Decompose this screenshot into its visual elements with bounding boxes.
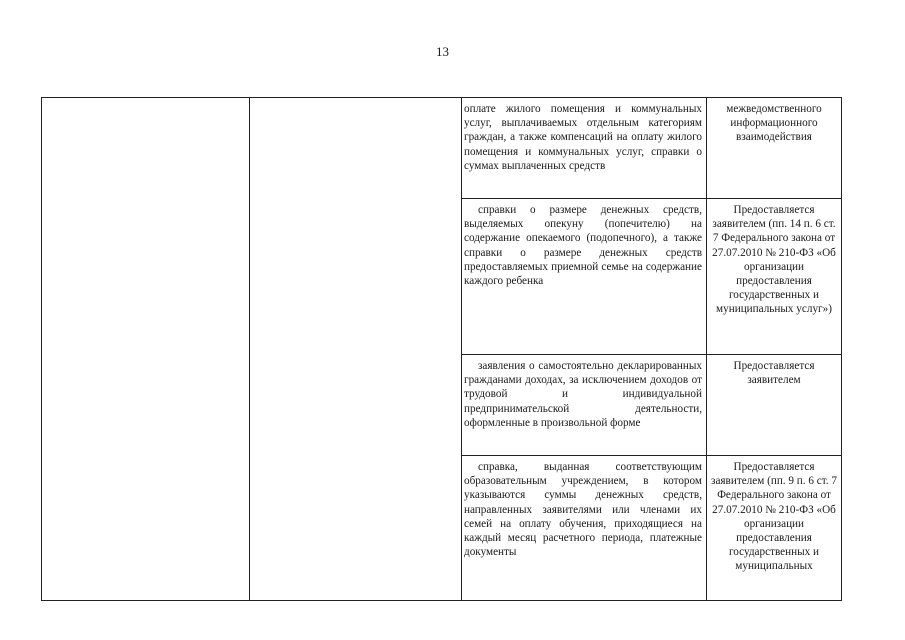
service-name-cell <box>42 98 250 601</box>
category-cell <box>250 98 462 601</box>
document-text: справки о размере денежных средств, выделяемых опекуну (попечителю) на содержание опекаемого (подопечного), а также справки о размере денежных средств предоставляемых приемной семье на содержание каждого ребенка <box>464 204 702 288</box>
basis-cell <box>707 456 842 601</box>
document-text: заявления о самостоятельно декларированных гражданами доходах, за исключением доходов от трудовой и индивидуальной предпринимательской деятельности, оформленные в произвольной форме <box>464 360 702 429</box>
page-number: 13 <box>436 44 449 59</box>
basis-text: Предоставляется заявителем (пп. 9 п. 6 ст. 7 Федерального закона от 27.07.2010 № 210-ФЗ «Об организации предоставления государственных и муниципальных <box>711 461 837 573</box>
document-text: оплате жилого помещения и коммунальных услуг, выплачиваемых отдельным категориям граждан, а также компенсаций на оплату жилого помещения и коммунальных услуг, справки о суммах выплаченных средств <box>464 103 702 172</box>
document-cell <box>462 355 707 456</box>
basis-text: Предоставляется заявителем <box>733 360 815 387</box>
document-text: справка, выданная соответствующим образовательным учреждением, в котором указываются суммы денежных средств, направленных заявителями или членами их семей на оплату обучения, приходящиеся на каждый месяц расчетного периода, платежные документы <box>464 461 702 559</box>
basis-cell <box>707 199 842 355</box>
document-cell <box>462 199 707 355</box>
basis-text: Предоставляется заявителем (пп. 14 п. 6 ст. 7 Федерального закона от 27.07.2010 № 210-ФЗ «Об организации предоставления государственных и муниципальных услуг») <box>712 204 836 316</box>
basis-cell <box>707 98 842 199</box>
document-cell <box>462 456 707 601</box>
basis-text: межведомственного информационного взаимодействия <box>726 103 822 144</box>
table-row <box>42 98 842 199</box>
document-cell <box>462 98 707 199</box>
basis-cell <box>707 355 842 456</box>
document-table <box>41 97 842 601</box>
